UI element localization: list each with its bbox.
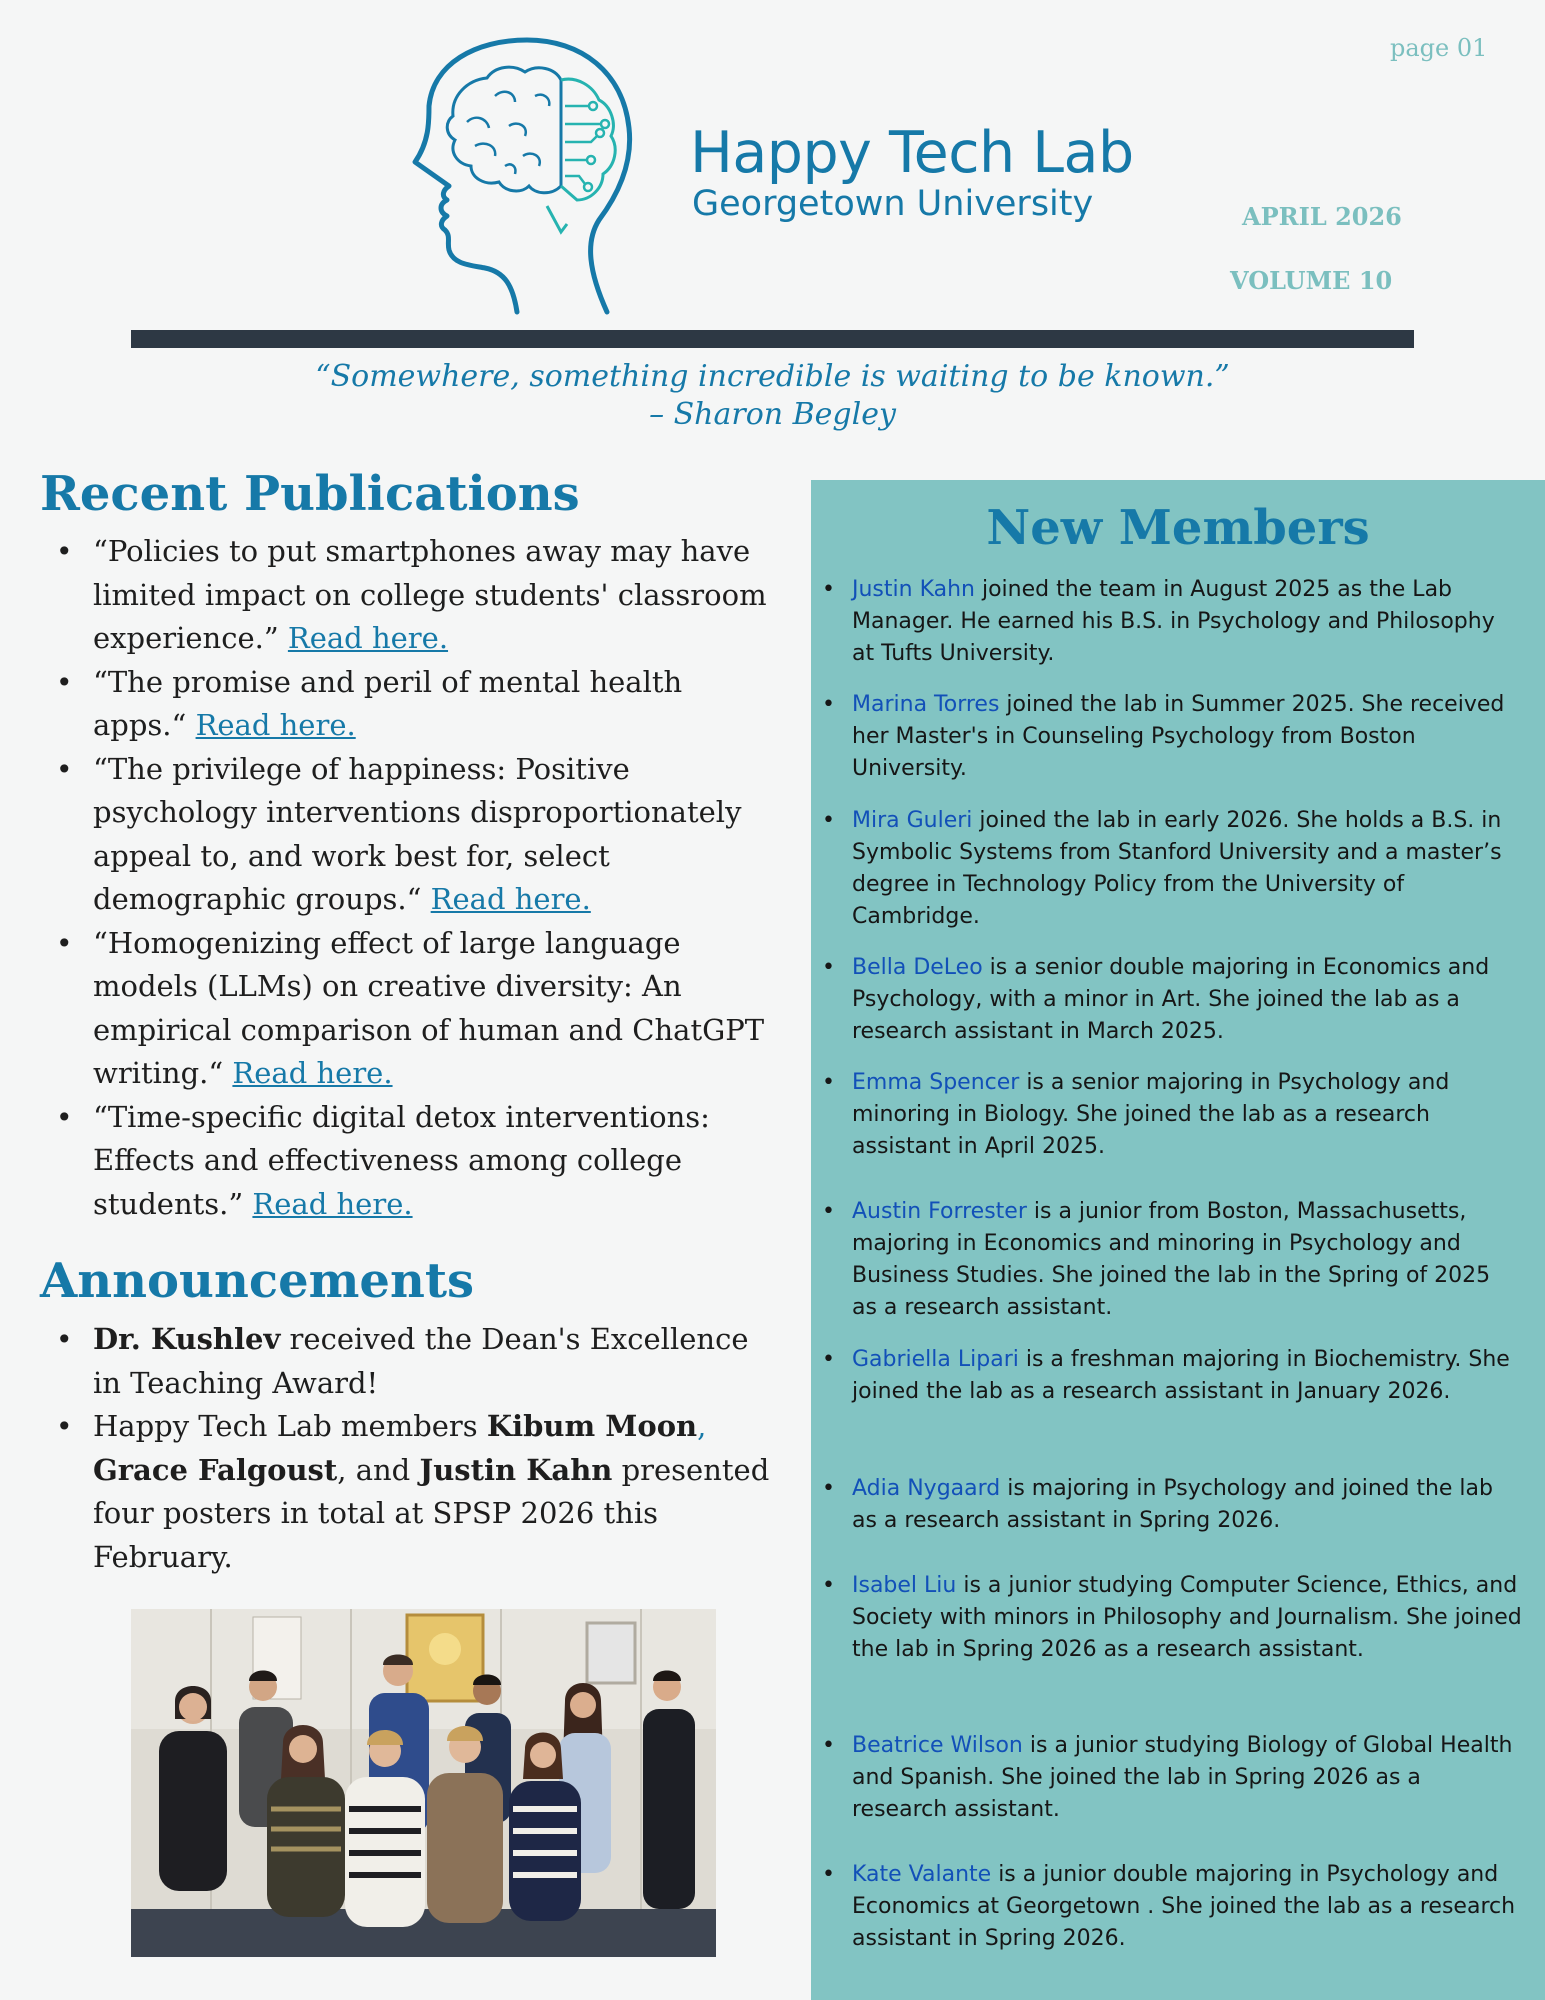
read-here-link[interactable]: Read here. [195, 708, 356, 742]
member-item [852, 689, 1522, 785]
member-bio: is a senior double majoring in Economics and Psychology, with a minor in Art. She joined the lab as a research assistant in March 2025. [852, 955, 1490, 1044]
lab-name: Happy Tech Lab [690, 120, 1134, 186]
announcement-text: received the Dean's Excellence in Teaching Award! [93, 1322, 749, 1400]
member-item [852, 574, 1522, 670]
member-bio: joined the team in August 2025 as the Lab Manager. He earned his B.S. in Psychology and Philosophy at Tufts University. [852, 577, 1495, 666]
person-name: Justin Kahn [419, 1452, 613, 1487]
member-name: Kate Valante [852, 1862, 992, 1887]
quote-author: – Sharon Begley [649, 397, 896, 432]
quote-text: “Somewhere, something incredible is waiting to be known.” [315, 359, 1230, 394]
member-name: Beatrice Wilson [852, 1733, 1023, 1758]
member-bio: is a junior from Boston, Massachusetts, majoring in Economics and minoring in Psychology and Business Studies. She joined the lab in the Spring of 2025 as a research assistant. [852, 1199, 1491, 1320]
member-bio: joined the lab in Summer 2025. She received her Master's in Counseling Psychology from Boston University. [852, 692, 1505, 781]
publications-list [52, 530, 784, 1226]
person-name: Dr. Kushlev [93, 1322, 281, 1356]
member-name: Adia Nygaard [852, 1476, 1001, 1501]
member-name: Isabel Liu [852, 1573, 957, 1598]
read-here-link[interactable]: Read here. [287, 621, 449, 655]
member-item [852, 805, 1522, 933]
member-item [852, 1196, 1522, 1324]
brain-head-circuit-icon [405, 36, 685, 318]
member-bio: is a junior studying Computer Science, Ethics, and Society with minors in Philosophy and Journalism. She joined the lab in Spring 2026 as a research assistant. [852, 1573, 1522, 1662]
announcement-item [52, 1405, 784, 1579]
announcement-text: , and [337, 1452, 420, 1487]
new-members-panel [811, 480, 1545, 2000]
publication-text: “Time-specific digital detox interventions: Effects and effectiveness among college students.” [93, 1099, 710, 1221]
member-name: Gabriella Lipari [852, 1347, 1019, 1372]
issue-volume: VOLUME 10 [1230, 266, 1393, 295]
publication-item [52, 748, 784, 922]
announcements-title: Announcements [40, 1253, 475, 1309]
member-name: Austin Forrester [852, 1199, 1027, 1224]
announcement-item [52, 1318, 784, 1405]
person-name: Grace Falgoust [93, 1452, 338, 1487]
member-name: Mira Guleri [852, 808, 973, 833]
member-bio: is a junior double majoring in Psychology and Economics at Georgetown . She joined the lab as a research assistant in Spring 2026. [852, 1862, 1516, 1951]
member-item [852, 952, 1522, 1048]
member-name: Justin Kahn [852, 577, 975, 602]
quote [0, 358, 1545, 434]
publication-item [52, 661, 784, 748]
publication-item [52, 530, 784, 661]
member-bio: is a freshman majoring in Biochemistry. She joined the lab as a research assistant in January 2026. [852, 1347, 1510, 1404]
member-item [852, 1344, 1522, 1408]
member-item [852, 1570, 1522, 1666]
announcement-text: Happy Tech Lab members [93, 1409, 487, 1443]
read-here-link[interactable]: Read here. [430, 882, 591, 916]
announcements-list [52, 1318, 784, 1579]
publication-item [52, 1096, 784, 1227]
read-here-link[interactable]: Read here. [232, 1056, 393, 1090]
member-item [852, 1730, 1522, 1826]
publication-item [52, 922, 784, 1096]
group-photo [131, 1609, 716, 1957]
new-members-title: New Members [986, 500, 1370, 556]
publications-title: Recent Publications [40, 466, 580, 522]
page-number: page 01 [1390, 34, 1488, 62]
read-here-link[interactable]: Read here. [252, 1186, 413, 1221]
person-name: Kibum Moon [486, 1409, 698, 1443]
university-name: Georgetown University [692, 184, 1094, 224]
member-name: Emma Spencer [852, 1070, 1020, 1095]
member-bio: is a junior studying Biology of Global Health and Spanish. She joined the lab in Spring 2026 as a research assistant. [852, 1733, 1513, 1822]
member-item [852, 1859, 1522, 1955]
member-name: Marina Torres [852, 692, 1000, 717]
announcement-text: , [697, 1409, 707, 1443]
member-item [852, 1473, 1522, 1537]
issue-date: APRIL 2026 [1242, 202, 1402, 231]
publication-text: “The privilege of happiness: Positive psychology interventions disproportionately appeal to, and work best for, select demographic groups.“ [93, 751, 742, 916]
member-name: Bella DeLeo [852, 955, 983, 980]
member-bio: is majoring in Psychology and joined the lab as a research assistant in Spring 2026. [852, 1476, 1493, 1533]
publication-text: “Homogenizing effect of large language models (LLMs) on creative diversity: An empirical comparison of human and ChatGPT writing.“ [93, 925, 765, 1090]
member-bio: joined the lab in early 2026. She holds a B.S. in Symbolic Systems from Stanford University and a master’s degree in Technology Policy from the University of Cambridge. [852, 808, 1502, 929]
publication-text: “Policies to put smartphones away may have limited impact on college students' classroom experience.” [93, 534, 767, 655]
announcement-text: presented four posters in total at SPSP 2026 this February. [93, 1452, 770, 1574]
member-bio: is a senior majoring in Psychology and minoring in Biology. She joined the lab as a research assistant in April 2025. [852, 1070, 1450, 1159]
member-item [852, 1067, 1522, 1163]
publication-text: “The promise and peril of mental health apps.“ [93, 664, 683, 742]
header-rule [131, 330, 1414, 348]
